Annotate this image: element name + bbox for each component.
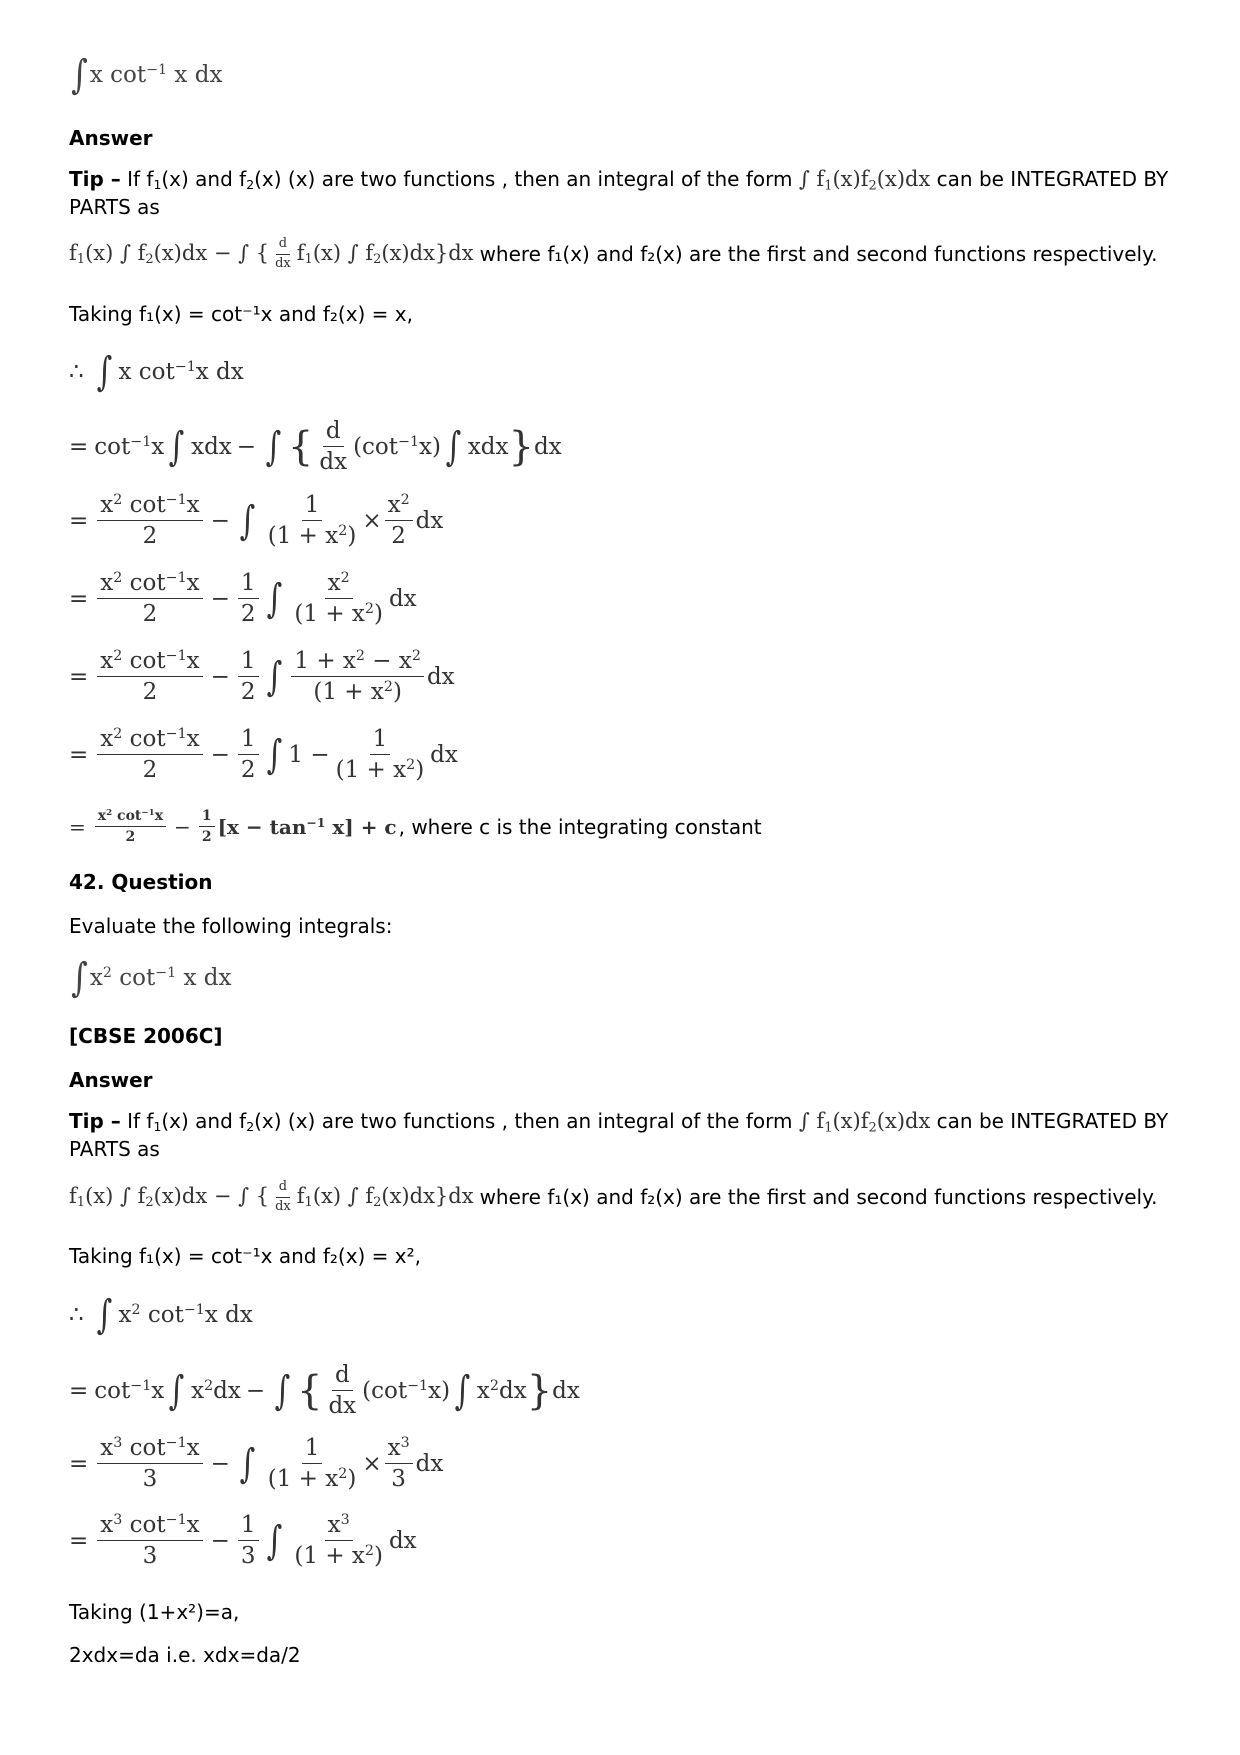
q41-parts-formula: $f_1(x)$ ∫ $f_2(x)dx$ − ∫ { $\frac{d}{dx}$ $f_1(x)$ ∫ $f_2(x)dx\}dx$ where f₁(x) and f₂(x) are the first and second functions respectively. bbox=[69, 236, 1158, 271]
q41-integral: ∫ x $\cot^{-1} x$ dx bbox=[71, 52, 223, 98]
q42-answer-label: Answer bbox=[69, 1068, 153, 1092]
q42-step-0: ∴ ∫ $x^2$ $\cot^{-1}x$ dx bbox=[69, 1292, 253, 1338]
tip-label: Tip – bbox=[69, 1109, 121, 1133]
q41-final: = $\frac{x^2 \cot^{-1}x}{2}$ − $\frac{1}{2}$ $[x - \tan^{-1} x] + c$ , where c is the integrating constant bbox=[69, 808, 762, 846]
q41-tip-line1: Tip – If $f_1(x)$ and $f_2(x)$ (x) are two functions , then an integral of the form ∫ $f_1(x)f_2(x)dx$ can be INTEGRATED BY bbox=[69, 167, 1169, 194]
tip-text: (x) are two functions , then an integral of the form bbox=[287, 167, 793, 191]
q41-tip-line2: PARTS as bbox=[69, 195, 160, 219]
q41-step-2: = $\frac{x^2 \cot^{-1}x}{2}$ − ∫ $\frac{1}{(1 + x^2)}$ × $\frac{x^2}{2}$ dx bbox=[69, 492, 444, 550]
formula-description: where f₁(x) and f₂(x) are the first and second functions respectively. bbox=[479, 242, 1158, 267]
q42-substitution-2: 2xdx=da i.e. xdx=da/2 bbox=[69, 1643, 301, 1667]
q41-answer-label: Answer bbox=[69, 126, 153, 150]
q41-step-0: ∴ ∫ x $\cot^{-1}x$ dx bbox=[69, 349, 244, 395]
q42-source: [CBSE 2006C] bbox=[69, 1024, 223, 1048]
q41-step-1: = $\cot^{-1}x$ ∫ xdx − ∫ { $\frac{d}{dx}$ $(\cot^{-1}x)$ ∫ xdx } dx bbox=[69, 418, 562, 476]
tip-label: Tip – bbox=[69, 167, 121, 191]
q42-step-1: = $\cot^{-1}x$ ∫ $x^2dx$ − ∫ { $\frac{d}{dx}$ $(\cot^{-1}x)$ ∫ $x^2dx$ } dx bbox=[69, 1362, 580, 1420]
q41-taking: Taking f₁(x) = cot⁻¹x and f₂(x) = x, bbox=[69, 302, 413, 326]
tip-text: (x) are two functions , then an integral of the form bbox=[287, 1109, 793, 1133]
q41-step-3: = $\frac{x^2 \cot^{-1}x}{2}$ − $\frac{1}{2}$ ∫ $\frac{x^2}{(1 + x^2)}$ dx bbox=[69, 570, 417, 628]
tip-text-end: can be INTEGRATED BY bbox=[936, 167, 1169, 191]
q42-tip-line1: Tip – If $f_1(x)$ and $f_2(x)$ (x) are two functions , then an integral of the form ∫ $f_1(x)f_2(x)dx$ can be INTEGRATED BY bbox=[69, 1109, 1169, 1136]
formula-description: where f₁(x) and f₂(x) are the first and second functions respectively. bbox=[479, 1185, 1158, 1210]
q42-parts-formula: $f_1(x)$ ∫ $f_2(x)dx$ − ∫ { $\frac{d}{dx}$ $f_1(x)$ ∫ $f_2(x)dx\}dx$ where f₁(x) and f₂(x) are the first and second functions respectively. bbox=[69, 1179, 1158, 1214]
q41-step-4: = $\frac{x^2 \cot^{-1}x}{2}$ − $\frac{1}{2}$ ∫ $\frac{1 + x^2 - x^2}{(1 + x^2)}$ dx bbox=[69, 648, 455, 706]
integration-constant-note: , where c is the integrating constant bbox=[398, 814, 762, 839]
q42-taking: Taking f₁(x) = cot⁻¹x and f₂(x) = x², bbox=[69, 1244, 422, 1268]
q42-step-2: = $\frac{x^3 \cot^{-1}x}{3}$ − ∫ $\frac{1}{(1 + x^2)}$ × $\frac{x^3}{3}$ dx bbox=[69, 1435, 444, 1493]
q42-tip-line2: PARTS as bbox=[69, 1137, 160, 1161]
q42-integral: ∫ $x^2$ $\cot^{-1} x$ dx bbox=[71, 955, 232, 1001]
q41-step-5: = $\frac{x^2 \cot^{-1}x}{2}$ − $\frac{1}{2}$ ∫ 1 − $\frac{1}{(1 + x^2)}$ dx bbox=[69, 726, 458, 784]
q42-instruction: Evaluate the following integrals: bbox=[69, 914, 393, 938]
q42-step-3: = $\frac{x^3 \cot^{-1}x}{3}$ − $\frac{1}{3}$ ∫ $\frac{x^3}{(1 + x^2)}$ dx bbox=[69, 1512, 417, 1570]
tip-text-end: can be INTEGRATED BY bbox=[936, 1109, 1169, 1133]
q42-title: 42. Question bbox=[69, 870, 213, 894]
q42-substitution-1: Taking (1+x²)=a, bbox=[69, 1600, 240, 1624]
